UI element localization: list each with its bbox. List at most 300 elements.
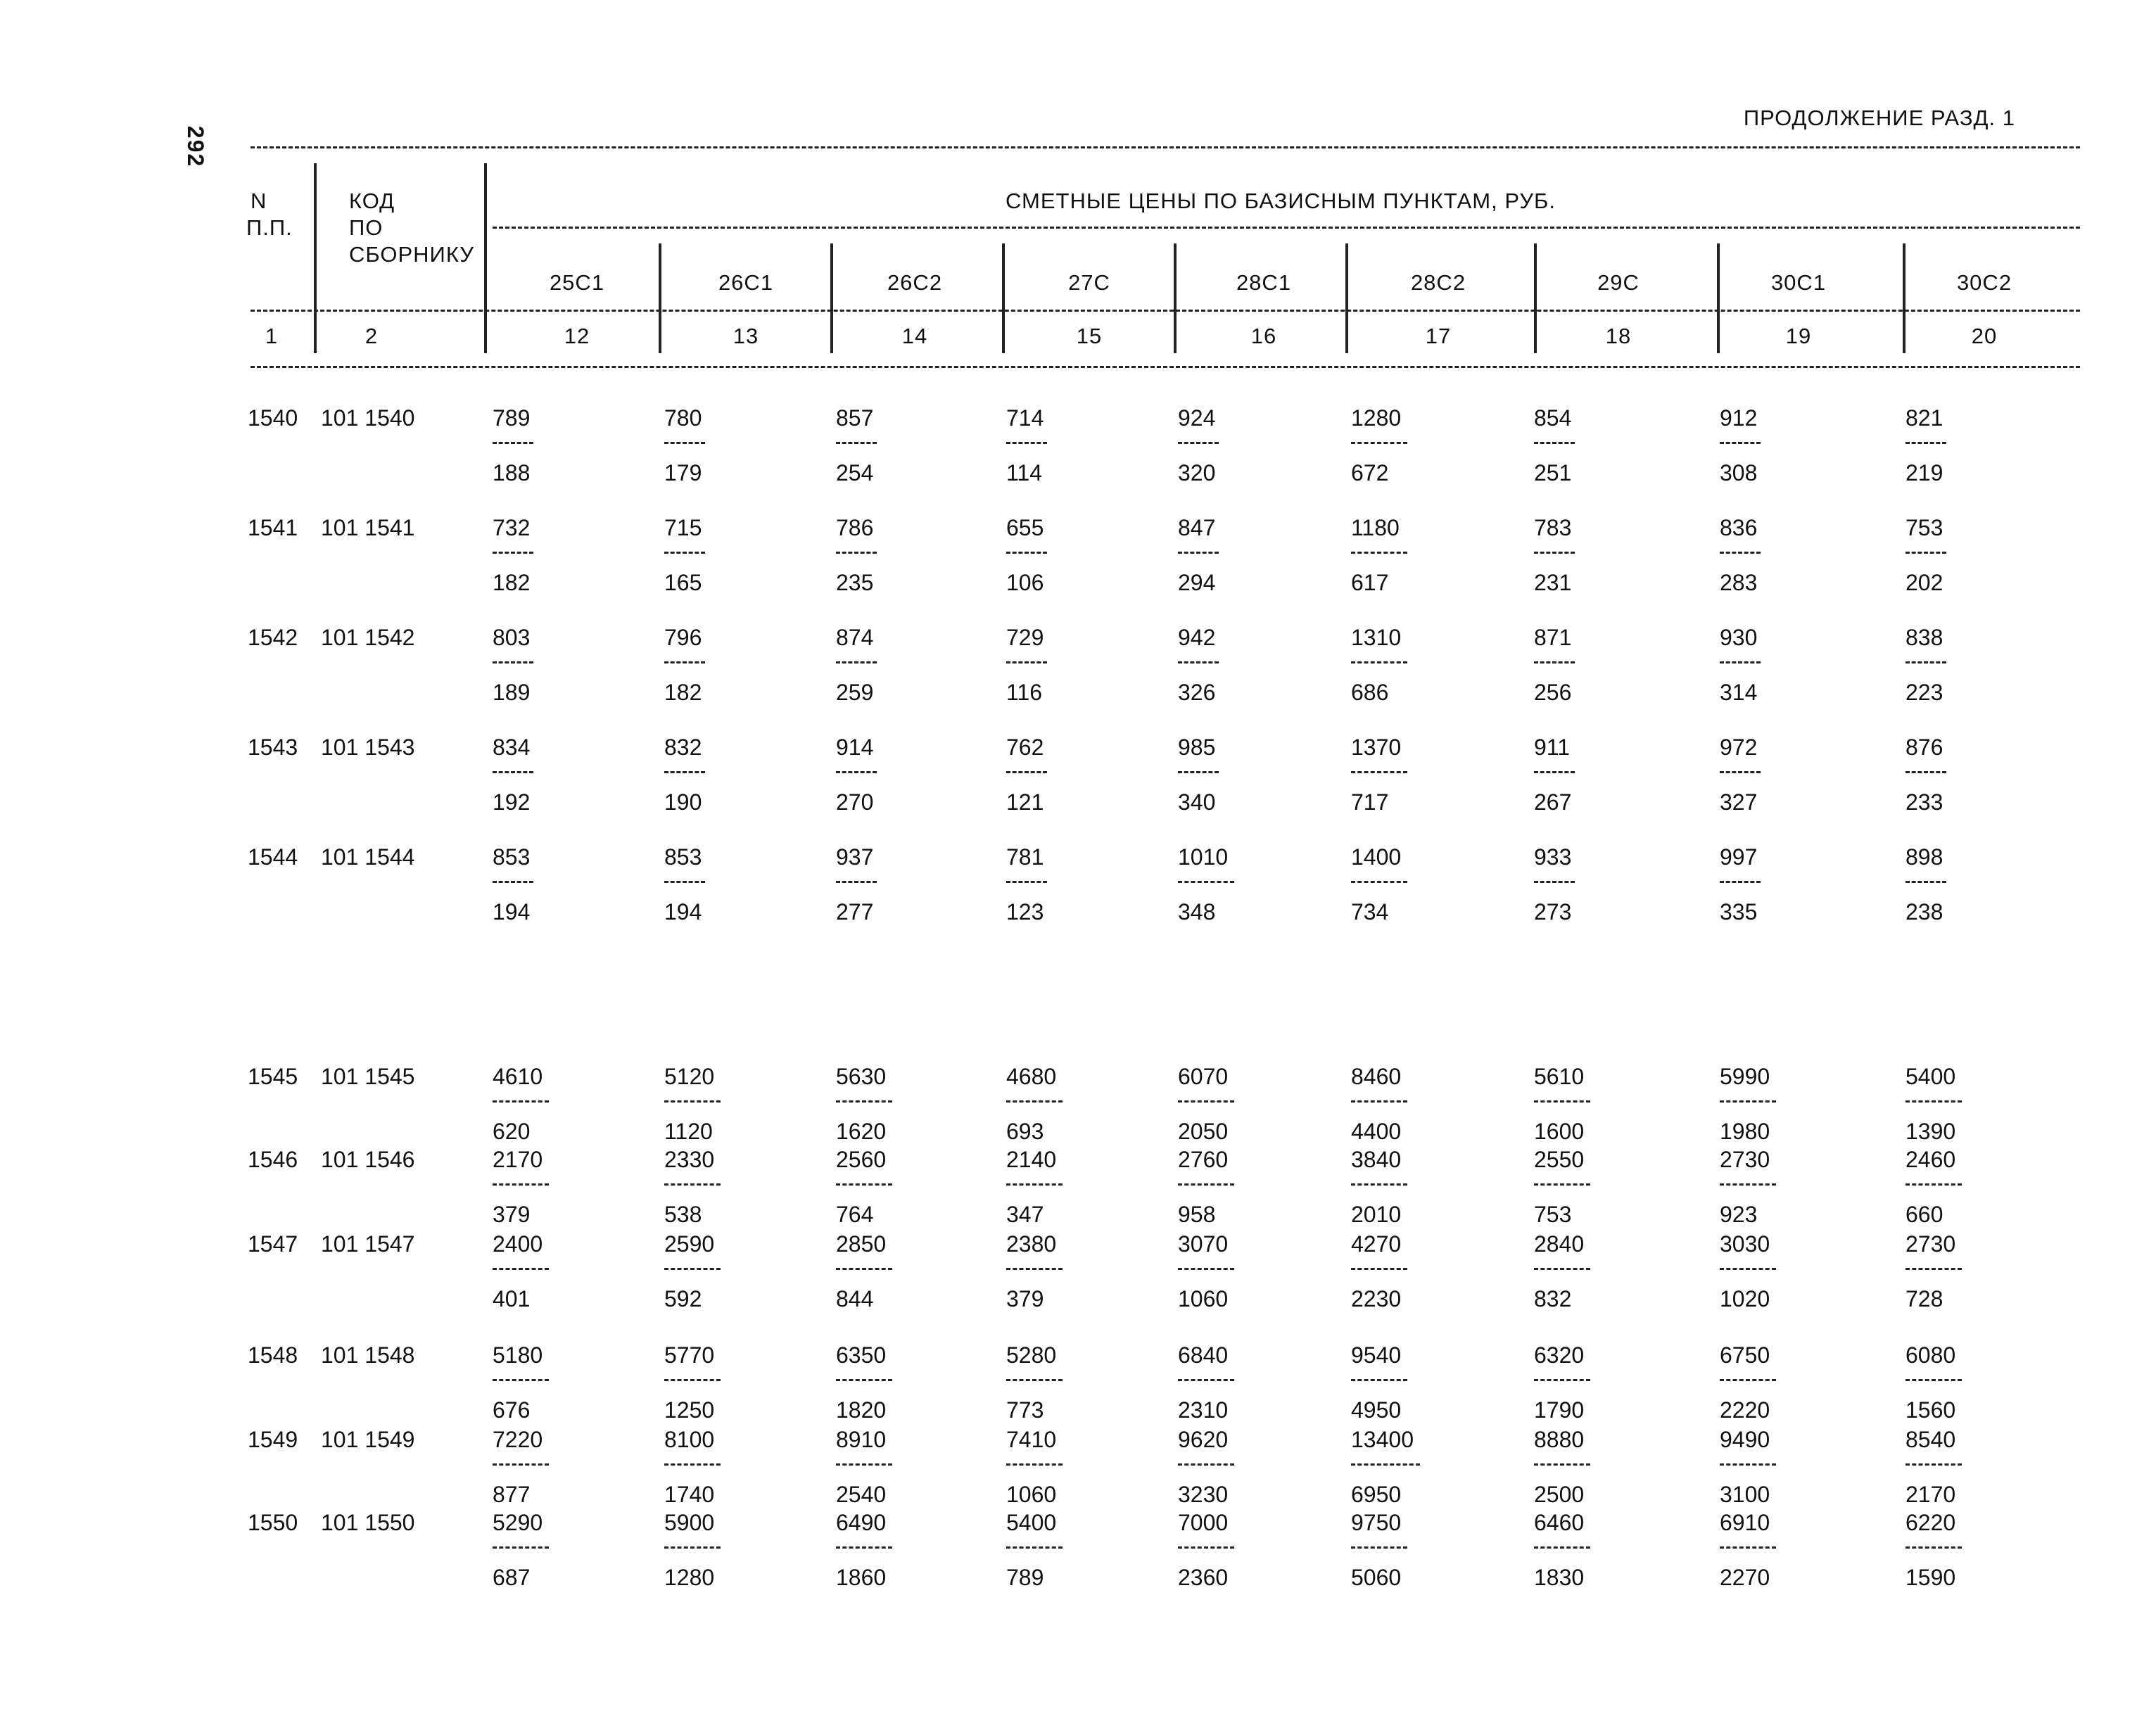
price-bottom: 2310: [1178, 1397, 1229, 1423]
fraction-bar: [1006, 552, 1047, 554]
fraction-bar: [1905, 1463, 1962, 1466]
price-top: 1400: [1351, 844, 1402, 870]
row-code: 101 1540: [321, 405, 415, 431]
price-bottom: 676: [493, 1397, 531, 1423]
price-top: 13400: [1351, 1427, 1414, 1452]
fraction-bar: [1351, 552, 1407, 554]
fraction-bar: [1905, 552, 1946, 554]
price-top: 874: [836, 625, 874, 650]
price-bottom: 335: [1720, 899, 1758, 925]
price-bottom: 1600: [1534, 1119, 1585, 1144]
price-bottom: 1590: [1905, 1565, 1956, 1590]
price-top: 836: [1720, 515, 1758, 540]
fraction-bar: [493, 552, 533, 554]
price-bottom: 401: [493, 1286, 531, 1311]
fraction-bar: [664, 1546, 721, 1549]
price-top: 985: [1178, 735, 1216, 760]
price-bottom: 728: [1905, 1286, 1943, 1311]
fraction-bar: [1351, 1100, 1407, 1103]
price-bottom: 233: [1905, 789, 1943, 815]
column-divider: [1903, 243, 1905, 353]
price-bottom: 379: [493, 1202, 531, 1227]
price-bottom: 672: [1351, 460, 1389, 485]
price-bottom: 1790: [1534, 1397, 1585, 1423]
price-top: 8100: [664, 1427, 715, 1452]
price-top: 2550: [1534, 1147, 1585, 1172]
fraction-bar: [1006, 881, 1047, 883]
price-top: 8460: [1351, 1064, 1402, 1089]
row-number: 1547: [248, 1231, 298, 1257]
fraction-bar: [1006, 661, 1047, 663]
price-bottom: 254: [836, 460, 874, 485]
fraction-bar: [836, 1183, 892, 1186]
price-top: 9620: [1178, 1427, 1229, 1452]
price-top: 5290: [493, 1510, 543, 1535]
price-bottom: 326: [1178, 680, 1216, 705]
fraction-bar: [664, 1268, 721, 1270]
fraction-bar: [1006, 771, 1047, 773]
price-top: 838: [1905, 625, 1943, 650]
column-divider: [659, 243, 661, 353]
price-top: 5280: [1006, 1342, 1057, 1368]
price-bottom: 348: [1178, 899, 1216, 925]
price-bottom: 1060: [1178, 1286, 1229, 1311]
fraction-bar: [1178, 881, 1234, 883]
fraction-bar: [1905, 1379, 1962, 1381]
header-prices-title: СМЕТНЫЕ ЦЕНЫ ПО БАЗИСНЫМ ПУНКТАМ, РУБ.: [1006, 189, 1556, 213]
row-code: 101 1542: [321, 625, 415, 650]
column-divider: [1002, 243, 1005, 353]
fraction-bar: [1351, 442, 1407, 444]
row-number: 1546: [248, 1147, 298, 1172]
fraction-bar: [1351, 1379, 1407, 1381]
divider-n-code: [314, 163, 317, 353]
header-code-3: СБОРНИКУ: [349, 242, 474, 267]
price-top: 847: [1178, 515, 1216, 540]
price-top: 834: [493, 735, 531, 760]
price-bottom: 219: [1905, 460, 1943, 485]
price-top: 5990: [1720, 1064, 1770, 1089]
fraction-bar: [1006, 1183, 1063, 1186]
fraction-bar: [493, 1100, 549, 1103]
price-bottom: 179: [664, 460, 702, 485]
price-bottom: 267: [1534, 789, 1572, 815]
fraction-bar: [1351, 1546, 1407, 1549]
price-top: 853: [493, 844, 531, 870]
fraction-bar: [1351, 1183, 1407, 1186]
fraction-bar: [1534, 1546, 1590, 1549]
price-top: 5400: [1006, 1510, 1057, 1535]
price-top: 911: [1534, 735, 1571, 760]
column-number: 13: [733, 324, 759, 348]
price-top: 4270: [1351, 1231, 1402, 1257]
fraction-bar: [493, 1463, 549, 1466]
header-pp: П.П.: [246, 215, 293, 240]
column-divider: [1717, 243, 1720, 353]
fraction-bar: [1178, 1268, 1234, 1270]
column-header: 28С2: [1410, 270, 1466, 295]
fraction-bar: [1178, 552, 1219, 554]
fraction-bar: [493, 442, 533, 444]
price-top: 803: [493, 625, 531, 650]
price-top: 853: [664, 844, 702, 870]
fraction-bar: [1178, 1546, 1234, 1549]
column-number: 20: [1971, 324, 1998, 348]
fraction-bar: [836, 1100, 892, 1103]
price-top: 7000: [1178, 1510, 1229, 1535]
price-top: 5610: [1534, 1064, 1585, 1089]
price-top: 2760: [1178, 1147, 1229, 1172]
fraction-bar: [1905, 1546, 1962, 1549]
price-bottom: 1860: [836, 1565, 887, 1590]
price-top: 729: [1006, 625, 1044, 650]
price-bottom: 1120: [664, 1119, 713, 1144]
price-top: 924: [1178, 405, 1216, 431]
price-bottom: 192: [493, 789, 531, 815]
column-number: 19: [1785, 324, 1812, 348]
price-bottom: 2230: [1351, 1286, 1402, 1311]
price-top: 8910: [836, 1427, 887, 1452]
fraction-bar: [664, 771, 705, 773]
price-top: 1370: [1351, 735, 1402, 760]
price-bottom: 106: [1006, 570, 1044, 595]
fraction-bar: [493, 881, 533, 883]
price-bottom: 270: [836, 789, 874, 815]
row-number: 1544: [248, 844, 298, 870]
price-bottom: 320: [1178, 460, 1216, 485]
price-bottom: 693: [1006, 1119, 1044, 1144]
column-number: 14: [901, 324, 928, 348]
price-bottom: 314: [1720, 680, 1758, 705]
price-bottom: 294: [1178, 570, 1216, 595]
price-top: 1180: [1351, 515, 1400, 540]
fraction-bar: [1905, 1183, 1962, 1186]
price-top: 2590: [664, 1231, 715, 1257]
page-number: 292: [183, 125, 209, 168]
price-top: 732: [493, 515, 531, 540]
row-code: 101 1546: [321, 1147, 415, 1172]
price-top: 789: [493, 405, 531, 431]
price-bottom: 2500: [1534, 1482, 1585, 1507]
column-header: 26С2: [887, 270, 943, 295]
fraction-bar: [1351, 771, 1407, 773]
price-top: 786: [836, 515, 874, 540]
fraction-bar: [664, 881, 705, 883]
price-top: 2560: [836, 1147, 887, 1172]
price-top: 780: [664, 405, 702, 431]
column-number: 15: [1076, 324, 1103, 348]
column-number: 12: [564, 324, 590, 348]
fraction-bar: [493, 661, 533, 663]
price-top: 9540: [1351, 1342, 1402, 1368]
column-divider: [1174, 243, 1177, 353]
fraction-bar: [1178, 442, 1219, 444]
fraction-bar: [1006, 1379, 1063, 1381]
header-mid-rule: [251, 310, 2080, 312]
price-top: 2730: [1905, 1231, 1956, 1257]
column-number: 1: [265, 324, 279, 348]
fraction-bar: [1534, 1100, 1590, 1103]
price-bottom: 753: [1534, 1202, 1572, 1227]
price-bottom: 1620: [836, 1119, 887, 1144]
column-number: 17: [1425, 324, 1452, 348]
price-top: 857: [836, 405, 874, 431]
price-top: 832: [664, 735, 702, 760]
row-code: 101 1549: [321, 1427, 415, 1452]
column-divider: [1345, 243, 1348, 353]
price-top: 2140: [1006, 1147, 1057, 1172]
column-header: 25С1: [549, 270, 605, 295]
price-top: 942: [1178, 625, 1216, 650]
fraction-bar: [1351, 661, 1407, 663]
price-bottom: 194: [493, 899, 531, 925]
price-top: 937: [836, 844, 874, 870]
price-top: 871: [1534, 625, 1572, 650]
column-header: 30С2: [1956, 270, 2012, 295]
fraction-bar: [1351, 1268, 1407, 1270]
price-top: 2330: [664, 1147, 715, 1172]
fraction-bar: [1534, 881, 1575, 883]
fraction-bar: [1905, 1100, 1962, 1103]
price-bottom: 2170: [1905, 1482, 1956, 1507]
price-top: 4680: [1006, 1064, 1057, 1089]
price-top: 6070: [1178, 1064, 1229, 1089]
row-code: 101 1545: [321, 1064, 415, 1089]
price-top: 821: [1905, 405, 1943, 431]
prices-subheader-rule: [493, 227, 2080, 229]
fraction-bar: [836, 661, 877, 663]
price-bottom: 3100: [1720, 1482, 1770, 1507]
divider-code-prices: [484, 163, 487, 353]
fraction-bar: [493, 771, 533, 773]
fraction-bar: [664, 1463, 721, 1466]
fraction-bar: [664, 442, 705, 444]
row-code: 101 1548: [321, 1342, 415, 1368]
column-header: 27С: [1068, 270, 1110, 295]
price-bottom: 308: [1720, 460, 1758, 485]
fraction-bar: [1534, 442, 1575, 444]
row-number: 1545: [248, 1064, 298, 1089]
fraction-bar: [1905, 1268, 1962, 1270]
price-top: 8880: [1534, 1427, 1585, 1452]
price-top: 6490: [836, 1510, 887, 1535]
price-top: 9750: [1351, 1510, 1402, 1535]
price-bottom: 5060: [1351, 1565, 1402, 1590]
column-header: 26С1: [718, 270, 774, 295]
price-bottom: 877: [493, 1482, 531, 1507]
price-bottom: 123: [1006, 899, 1044, 925]
column-header: 30С1: [1770, 270, 1827, 295]
fraction-bar: [1720, 1546, 1776, 1549]
price-bottom: 844: [836, 1286, 874, 1311]
price-bottom: 2270: [1720, 1565, 1770, 1590]
fraction-bar: [1351, 1463, 1420, 1466]
price-top: 5120: [664, 1064, 715, 1089]
price-bottom: 617: [1351, 570, 1389, 595]
price-top: 7410: [1006, 1427, 1057, 1452]
price-bottom: 923: [1720, 1202, 1758, 1227]
price-top: 6460: [1534, 1510, 1585, 1535]
fraction-bar: [1534, 1268, 1590, 1270]
price-bottom: 832: [1534, 1286, 1572, 1311]
row-code: 101 1541: [321, 515, 415, 540]
price-top: 6910: [1720, 1510, 1770, 1535]
price-top: 933: [1534, 844, 1572, 870]
fraction-bar: [836, 442, 877, 444]
price-top: 3030: [1720, 1231, 1770, 1257]
price-top: 4610: [493, 1064, 543, 1089]
price-bottom: 1560: [1905, 1397, 1956, 1423]
price-bottom: 283: [1720, 570, 1758, 595]
price-top: 6080: [1905, 1342, 1956, 1368]
fraction-bar: [1178, 771, 1219, 773]
price-top: 5180: [493, 1342, 543, 1368]
price-top: 796: [664, 625, 702, 650]
price-top: 6840: [1178, 1342, 1229, 1368]
price-bottom: 277: [836, 899, 874, 925]
header-n: N: [251, 189, 267, 213]
fraction-bar: [836, 771, 877, 773]
row-code: 101 1550: [321, 1510, 415, 1535]
price-bottom: 251: [1534, 460, 1572, 485]
fraction-bar: [493, 1268, 549, 1270]
price-bottom: 958: [1178, 1202, 1216, 1227]
price-bottom: 789: [1006, 1565, 1044, 1590]
row-number: 1543: [248, 735, 298, 760]
price-bottom: 238: [1905, 899, 1943, 925]
price-bottom: 1740: [664, 1482, 715, 1507]
price-bottom: 2220: [1720, 1397, 1770, 1423]
price-bottom: 114: [1006, 460, 1043, 485]
price-bottom: 182: [664, 680, 702, 705]
fraction-bar: [1178, 1379, 1234, 1381]
price-top: 6220: [1905, 1510, 1956, 1535]
price-top: 2170: [493, 1147, 543, 1172]
price-top: 972: [1720, 735, 1758, 760]
fraction-bar: [664, 1379, 721, 1381]
fraction-bar: [836, 1268, 892, 1270]
price-top: 930: [1720, 625, 1758, 650]
price-bottom: 2360: [1178, 1565, 1229, 1590]
price-bottom: 223: [1905, 680, 1943, 705]
price-top: 5630: [836, 1064, 887, 1089]
price-bottom: 273: [1534, 899, 1572, 925]
row-code: 101 1547: [321, 1231, 415, 1257]
price-top: 715: [664, 515, 702, 540]
fraction-bar: [1534, 1379, 1590, 1381]
price-top: 762: [1006, 735, 1044, 760]
price-top: 655: [1006, 515, 1044, 540]
price-bottom: 347: [1006, 1202, 1044, 1227]
price-bottom: 764: [836, 1202, 874, 1227]
column-header: 29С: [1597, 270, 1640, 295]
fraction-bar: [1006, 1463, 1063, 1466]
price-top: 714: [1006, 405, 1044, 431]
price-bottom: 717: [1351, 789, 1389, 815]
price-bottom: 194: [664, 899, 702, 925]
price-bottom: 2010: [1351, 1202, 1402, 1227]
price-top: 876: [1905, 735, 1943, 760]
header-top-rule: [251, 146, 2080, 148]
price-top: 5400: [1905, 1064, 1956, 1089]
fraction-bar: [493, 1183, 549, 1186]
price-bottom: 188: [493, 460, 531, 485]
fraction-bar: [664, 661, 705, 663]
fraction-bar: [1178, 1463, 1234, 1466]
price-top: 3840: [1351, 1147, 1402, 1172]
price-bottom: 1830: [1534, 1565, 1585, 1590]
price-bottom: 379: [1006, 1286, 1044, 1311]
fraction-bar: [1720, 771, 1761, 773]
fraction-bar: [664, 1100, 721, 1103]
fraction-bar: [1720, 1183, 1776, 1186]
price-top: 1010: [1178, 844, 1229, 870]
price-bottom: 2540: [836, 1482, 887, 1507]
column-divider: [1534, 243, 1537, 353]
fraction-bar: [836, 1379, 892, 1381]
row-number: 1541: [248, 515, 298, 540]
price-bottom: 202: [1905, 570, 1943, 595]
price-bottom: 2050: [1178, 1119, 1229, 1144]
fraction-bar: [1905, 442, 1946, 444]
fraction-bar: [1006, 1546, 1063, 1549]
fraction-bar: [836, 881, 877, 883]
fraction-bar: [1351, 881, 1407, 883]
fraction-bar: [664, 552, 705, 554]
price-bottom: 1280: [664, 1565, 715, 1590]
price-top: 912: [1720, 405, 1758, 431]
price-top: 6320: [1534, 1342, 1585, 1368]
fraction-bar: [1720, 881, 1761, 883]
price-bottom: 231: [1534, 570, 1572, 595]
price-bottom: 1060: [1006, 1482, 1057, 1507]
price-bottom: 620: [493, 1119, 531, 1144]
fraction-bar: [1178, 1183, 1234, 1186]
price-top: 914: [836, 735, 874, 760]
price-top: 2850: [836, 1231, 887, 1257]
price-top: 8540: [1905, 1427, 1956, 1452]
continuation-title: ПРОДОЛЖЕНИЕ РАЗД. 1: [1743, 106, 2015, 130]
price-bottom: 1020: [1720, 1286, 1770, 1311]
fraction-bar: [1720, 1379, 1776, 1381]
fraction-bar: [1534, 771, 1575, 773]
row-number: 1549: [248, 1427, 298, 1452]
fraction-bar: [836, 1463, 892, 1466]
price-bottom: 259: [836, 680, 874, 705]
column-number: 18: [1605, 324, 1632, 348]
price-top: 854: [1534, 405, 1572, 431]
fraction-bar: [1534, 1463, 1590, 1466]
price-top: 2730: [1720, 1147, 1770, 1172]
column-divider: [830, 243, 833, 353]
price-bottom: 6950: [1351, 1482, 1402, 1507]
row-number: 1542: [248, 625, 298, 650]
price-top: 1310: [1351, 625, 1402, 650]
price-top: 5770: [664, 1342, 715, 1368]
price-bottom: 592: [664, 1286, 702, 1311]
header-bottom-rule: [251, 366, 2080, 368]
price-top: 6350: [836, 1342, 887, 1368]
fraction-bar: [664, 1183, 721, 1186]
price-bottom: 538: [664, 1202, 702, 1227]
fraction-bar: [1905, 881, 1946, 883]
fraction-bar: [1006, 442, 1047, 444]
fraction-bar: [1905, 771, 1946, 773]
price-bottom: 121: [1006, 789, 1044, 815]
fraction-bar: [1006, 1100, 1063, 1103]
price-top: 997: [1720, 844, 1758, 870]
fraction-bar: [1178, 1100, 1234, 1103]
